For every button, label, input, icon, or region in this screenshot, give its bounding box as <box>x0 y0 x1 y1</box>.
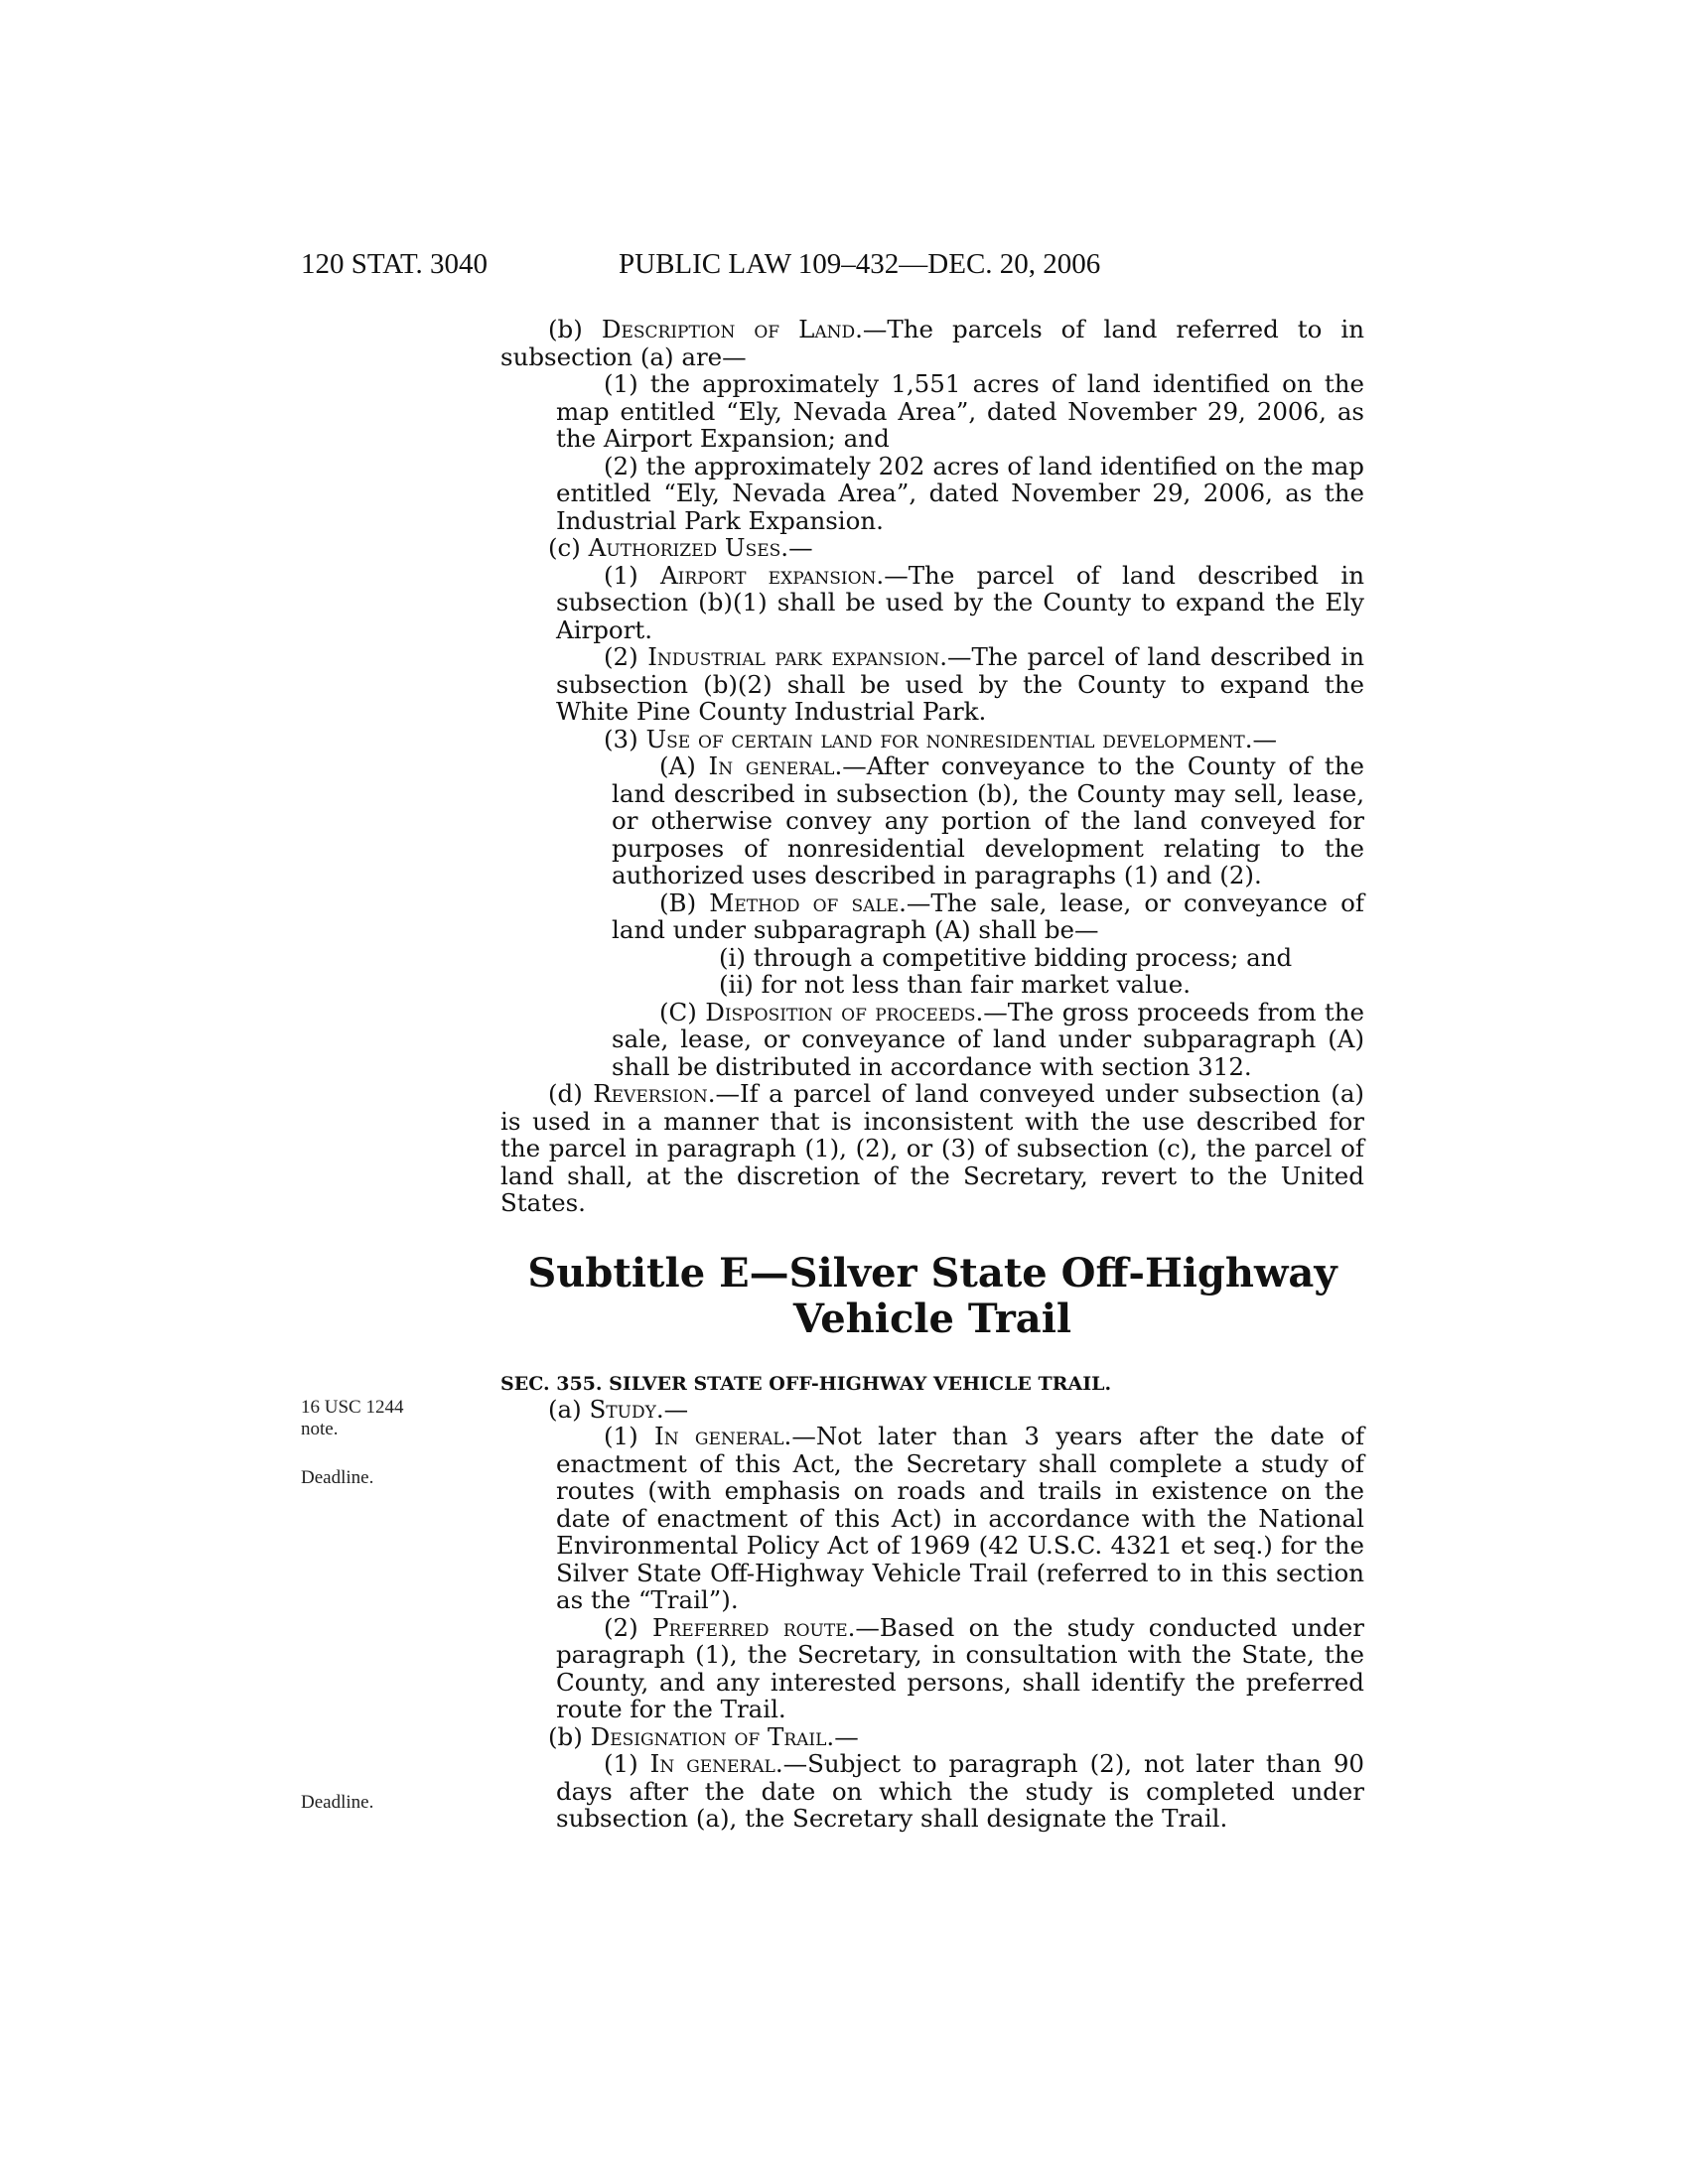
subsection-b: (b) Description of Land.—The parcels of land referred to in subsection (a) are— <box>500 315 1364 371</box>
stat-page-number: 120 STAT. 3040 <box>301 248 489 280</box>
section-355-heading: SEC. 355. SILVER STATE OFF-HIGHWAY VEHICLE TRAIL. <box>500 1372 1112 1395</box>
paragraph-c1: (1) Airport expansion.—The parcel of land described in subsection (b)(1) shall be used by the County to expand the Ely Airport. <box>556 560 1364 644</box>
subparagraph-c3b: (B) Method of sale.—The sale, lease, or conveyance of land under subparagraph (A) shall be— <box>612 887 1364 944</box>
margin-note-deadline-1: Deadline. <box>301 1467 374 1488</box>
subsection-b-item-1: (1) the approximately 1,551 acres of land identified on the map entitled “Ely, Nevada Area”, dated November 29, 2006, as the Airport Expansion; and <box>556 369 1364 453</box>
public-law-title: PUBLIC LAW 109–432—DEC. 20, 2006 <box>619 248 1101 280</box>
subsection-c: (c) Authorized Uses.— <box>548 533 813 562</box>
subsection-b-heading: Description of Land <box>601 315 856 343</box>
clause-c3b-i: (i) through a competitive bidding process; and <box>719 942 1293 972</box>
subtitle-heading: Subtitle E—Silver State Off-Highway Vehicle Trail <box>527 1249 1337 1342</box>
sec355-subsection-a: (a) Study.— <box>548 1394 689 1424</box>
margin-note-usc <box>301 1397 403 1440</box>
paragraph-c3: (3) Use of certain land for nonresidential development.— <box>604 724 1277 753</box>
usc-citation: 16 USC 1244 <box>301 1397 404 1418</box>
subparagraph-c3c: (C) Disposition of proceeds.—The gross proceeds from the sale, lease, or conveyance of land under subparagraph (A) shall be distributed in accordance with section 312. <box>612 997 1365 1081</box>
clause-c3b-ii: (ii) for not less than fair market value. <box>719 970 1192 999</box>
subparagraph-c3a: (A) In general.—After conveyance to the County of the land described in subsection (b), the County may sell, lease, or otherwise convey any portion of the land conveyed for purposes of nonresidential development relating to the authorized uses described in paragraphs (1) and (2). <box>612 751 1364 889</box>
sec355-paragraph-a2: (2) Preferred route.—Based on the study conducted under paragraph (1), the Secretary, in consultation with the State, the County, and any interested persons, shall identify the preferred route for the Trail. <box>556 1612 1365 1723</box>
document-body <box>500 316 1364 1833</box>
subsection-b-item-2: (2) the approximately 202 acres of land identified on the map entitled “Ely, Nevada Area”, dated November 29, 2006, as the Industrial Park Expansion. <box>556 451 1364 535</box>
margin-note-deadline-2: Deadline. <box>301 1792 374 1813</box>
subsection-d: (d) Reversion.—If a parcel of land conveyed under subsection (a) is used in a manner that is inconsistent with the use described for the parcel in paragraph (1), (2), or (3) of subsection (c), the parcel of land shall, at the discretion of the Secretary, revert to the United States. <box>500 1079 1364 1217</box>
sec355-paragraph-a1: (1) In general.—Not later than 3 years after the date of enactment of this Act, the Secretary shall complete a study of routes (with emphasis on roads and trails in existence on the date of enactment of this Act) in accordance with the National Environmental Policy Act of 1969 (42 U.S.C. 4321 et seq.) for the Silver State Off-Highway Vehicle Trail (referred to in this section as the “Trail”). <box>556 1422 1365 1614</box>
paragraph-c2: (2) Industrial park expansion.—The parcel of land described in subsection (b)(2) shall be used by the County to expand the White Pine County Industrial Park. <box>556 642 1364 726</box>
sec355-subsection-b: (b) Designation of Trail.— <box>548 1721 859 1751</box>
subsection-c-heading: Authorized Uses <box>588 533 781 562</box>
page-header <box>301 248 1363 288</box>
usc-note: note. <box>301 1419 339 1439</box>
sec355-paragraph-b1: (1) In general.—Subject to paragraph (2), not later than 90 days after the date on which the study is completed under subsection (a), the Secretary shall designate the Trail. <box>556 1749 1365 1833</box>
